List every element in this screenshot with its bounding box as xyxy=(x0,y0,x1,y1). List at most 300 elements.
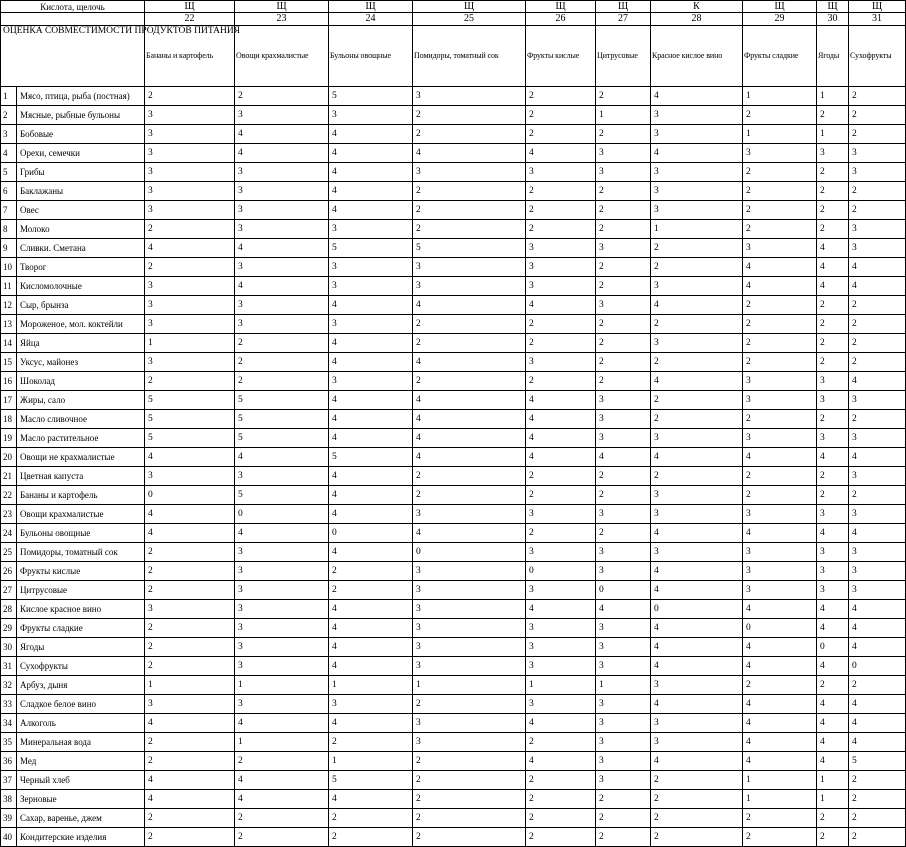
row-number: 9 xyxy=(1,239,17,258)
score-cell: 2 xyxy=(596,315,651,334)
score-cell: 2 xyxy=(235,353,329,372)
column-type: Щ xyxy=(849,1,906,13)
score-cell: 2 xyxy=(651,790,743,809)
score-cell: 2 xyxy=(526,334,596,353)
score-cell: 2 xyxy=(743,676,817,695)
score-cell: 2 xyxy=(849,315,906,334)
row-number: 6 xyxy=(1,182,17,201)
score-cell: 2 xyxy=(413,809,526,828)
score-cell: 3 xyxy=(596,619,651,638)
score-cell: 4 xyxy=(329,714,413,733)
score-cell: 4 xyxy=(329,505,413,524)
score-cell: 4 xyxy=(329,125,413,144)
score-cell: 2 xyxy=(596,258,651,277)
score-cell: 3 xyxy=(526,163,596,182)
table-row xyxy=(1,543,906,562)
score-cell: 2 xyxy=(596,467,651,486)
table-row xyxy=(1,714,906,733)
table-row xyxy=(1,334,906,353)
score-cell: 2 xyxy=(596,201,651,220)
table-row xyxy=(1,581,906,600)
score-cell: 2 xyxy=(526,486,596,505)
score-cell: 2 xyxy=(413,334,526,353)
score-cell: 4 xyxy=(329,353,413,372)
score-cell: 4 xyxy=(329,467,413,486)
score-cell: 5 xyxy=(413,239,526,258)
score-cell: 5 xyxy=(329,87,413,106)
score-cell: 4 xyxy=(235,448,329,467)
table-row xyxy=(1,220,906,239)
score-cell: 4 xyxy=(651,562,743,581)
score-cell: 2 xyxy=(743,296,817,315)
score-cell: 3 xyxy=(849,467,906,486)
score-cell: 2 xyxy=(235,87,329,106)
score-cell: 3 xyxy=(596,410,651,429)
score-cell: 3 xyxy=(849,163,906,182)
row-product-name: Грибы xyxy=(17,163,145,182)
row-number: 35 xyxy=(1,733,17,752)
score-cell: 2 xyxy=(817,410,849,429)
assessment-title: ОЦЕНКА СОВМЕСТИМОСТИ ПРОДУКТОВ ПИТАНИЯ xyxy=(1,26,145,87)
row-number: 4 xyxy=(1,144,17,163)
score-cell: 4 xyxy=(145,790,235,809)
row-number: 1 xyxy=(1,87,17,106)
score-cell: 2 xyxy=(817,486,849,505)
score-cell: 2 xyxy=(743,315,817,334)
row-number: 32 xyxy=(1,676,17,695)
score-cell: 4 xyxy=(329,182,413,201)
score-cell: 2 xyxy=(817,201,849,220)
score-cell: 2 xyxy=(849,353,906,372)
score-cell: 3 xyxy=(526,277,596,296)
score-cell: 3 xyxy=(849,220,906,239)
score-cell: 2 xyxy=(743,163,817,182)
score-cell: 5 xyxy=(145,429,235,448)
table-row xyxy=(1,676,906,695)
score-cell: 4 xyxy=(329,638,413,657)
score-cell: 2 xyxy=(526,315,596,334)
score-cell: 2 xyxy=(235,809,329,828)
score-cell: 3 xyxy=(651,429,743,448)
score-cell: 3 xyxy=(849,144,906,163)
score-cell: 3 xyxy=(413,733,526,752)
score-cell: 4 xyxy=(329,296,413,315)
table-row xyxy=(1,486,906,505)
score-cell: 2 xyxy=(743,201,817,220)
row-number: 21 xyxy=(1,467,17,486)
score-cell: 4 xyxy=(651,296,743,315)
score-cell: 4 xyxy=(329,543,413,562)
score-cell: 3 xyxy=(651,125,743,144)
score-cell: 4 xyxy=(329,334,413,353)
score-cell: 2 xyxy=(743,220,817,239)
column-code: 23 xyxy=(235,13,329,26)
table-row xyxy=(1,695,906,714)
score-cell: 3 xyxy=(235,695,329,714)
table-row xyxy=(1,638,906,657)
score-cell: 4 xyxy=(817,657,849,676)
score-cell: 3 xyxy=(235,619,329,638)
score-cell: 2 xyxy=(743,467,817,486)
score-cell: 3 xyxy=(651,182,743,201)
score-cell: 2 xyxy=(145,657,235,676)
column-code: 28 xyxy=(651,13,743,26)
score-cell: 0 xyxy=(743,619,817,638)
score-cell: 1 xyxy=(817,790,849,809)
score-cell: 3 xyxy=(596,144,651,163)
score-cell: 4 xyxy=(817,695,849,714)
score-cell: 3 xyxy=(526,657,596,676)
column-name: Помидоры, томатный сок xyxy=(413,26,526,87)
score-cell: 2 xyxy=(849,676,906,695)
score-cell: 4 xyxy=(145,448,235,467)
score-cell: 4 xyxy=(743,657,817,676)
score-cell: 3 xyxy=(849,429,906,448)
row-product-name: Фрукты кислые xyxy=(17,562,145,581)
score-cell: 3 xyxy=(413,163,526,182)
score-cell: 0 xyxy=(849,657,906,676)
score-cell: 2 xyxy=(817,467,849,486)
row-number: 29 xyxy=(1,619,17,638)
score-cell: 3 xyxy=(329,258,413,277)
column-name: Фрукты сладкие xyxy=(743,26,817,87)
score-cell: 2 xyxy=(743,486,817,505)
score-cell: 3 xyxy=(743,239,817,258)
row-product-name: Бобовые xyxy=(17,125,145,144)
row-number: 36 xyxy=(1,752,17,771)
row-product-name: Бульоны овощные xyxy=(17,524,145,543)
row-number: 7 xyxy=(1,201,17,220)
score-cell: 4 xyxy=(235,144,329,163)
score-cell: 1 xyxy=(743,87,817,106)
table-row xyxy=(1,619,906,638)
score-cell: 4 xyxy=(235,714,329,733)
score-cell: 4 xyxy=(743,638,817,657)
score-cell: 2 xyxy=(596,182,651,201)
score-cell: 3 xyxy=(743,144,817,163)
score-cell: 3 xyxy=(413,619,526,638)
row-product-name: Сухофрукты xyxy=(17,657,145,676)
column-name: Сухофрукты xyxy=(849,26,906,87)
row-product-name: Кисломолочные xyxy=(17,277,145,296)
column-type: К xyxy=(651,1,743,13)
row-number: 2 xyxy=(1,106,17,125)
score-cell: 4 xyxy=(849,524,906,543)
score-cell: 3 xyxy=(526,543,596,562)
row-product-name: Фрукты сладкие xyxy=(17,619,145,638)
score-cell: 4 xyxy=(849,619,906,638)
row-product-name: Овощи крахмалистые xyxy=(17,505,145,524)
score-cell: 3 xyxy=(235,201,329,220)
row-product-name: Масло растительное xyxy=(17,429,145,448)
column-code: 27 xyxy=(596,13,651,26)
table-row xyxy=(1,144,906,163)
score-cell: 4 xyxy=(145,505,235,524)
score-cell: 5 xyxy=(329,448,413,467)
score-cell: 3 xyxy=(743,429,817,448)
score-cell: 4 xyxy=(413,410,526,429)
score-cell: 1 xyxy=(145,676,235,695)
score-cell: 2 xyxy=(145,619,235,638)
score-cell: 3 xyxy=(651,714,743,733)
row-product-name: Зерновые xyxy=(17,790,145,809)
score-cell: 3 xyxy=(651,505,743,524)
score-cell: 4 xyxy=(651,87,743,106)
score-cell: 2 xyxy=(329,733,413,752)
score-cell: 2 xyxy=(651,315,743,334)
score-cell: 4 xyxy=(817,714,849,733)
score-cell: 3 xyxy=(849,505,906,524)
score-cell: 1 xyxy=(817,125,849,144)
score-cell: 4 xyxy=(651,144,743,163)
score-cell: 2 xyxy=(145,752,235,771)
score-cell: 2 xyxy=(413,828,526,847)
score-cell: 3 xyxy=(329,372,413,391)
table-row xyxy=(1,353,906,372)
row-number: 25 xyxy=(1,543,17,562)
score-cell: 4 xyxy=(849,372,906,391)
score-cell: 3 xyxy=(651,277,743,296)
score-cell: 1 xyxy=(596,676,651,695)
row-number: 12 xyxy=(1,296,17,315)
column-type: Щ xyxy=(235,1,329,13)
score-cell: 3 xyxy=(413,277,526,296)
column-type: Щ xyxy=(817,1,849,13)
row-product-name: Мороженое, мол. коктейли xyxy=(17,315,145,334)
score-cell: 0 xyxy=(651,600,743,619)
table-row xyxy=(1,163,906,182)
score-cell: 2 xyxy=(596,353,651,372)
row-number: 23 xyxy=(1,505,17,524)
score-cell: 3 xyxy=(235,315,329,334)
row-number: 10 xyxy=(1,258,17,277)
table-row xyxy=(1,315,906,334)
score-cell: 2 xyxy=(145,828,235,847)
score-cell: 4 xyxy=(235,524,329,543)
score-cell: 4 xyxy=(596,448,651,467)
score-cell: 2 xyxy=(526,790,596,809)
score-cell: 2 xyxy=(526,372,596,391)
score-cell: 3 xyxy=(526,505,596,524)
row-number: 40 xyxy=(1,828,17,847)
score-cell: 1 xyxy=(743,790,817,809)
score-cell: 2 xyxy=(743,334,817,353)
row-product-name: Яйца xyxy=(17,334,145,353)
score-cell: 3 xyxy=(743,391,817,410)
score-cell: 3 xyxy=(526,638,596,657)
score-cell: 4 xyxy=(743,600,817,619)
score-cell: 3 xyxy=(145,695,235,714)
row-product-name: Творог xyxy=(17,258,145,277)
row-number: 13 xyxy=(1,315,17,334)
table-row xyxy=(1,410,906,429)
score-cell: 5 xyxy=(329,239,413,258)
score-cell: 4 xyxy=(235,125,329,144)
score-cell: 2 xyxy=(817,163,849,182)
score-cell: 4 xyxy=(849,600,906,619)
score-cell: 3 xyxy=(329,277,413,296)
score-cell: 2 xyxy=(651,410,743,429)
score-cell: 2 xyxy=(849,87,906,106)
row-product-name: Арбуз, дыня xyxy=(17,676,145,695)
score-cell: 5 xyxy=(329,771,413,790)
score-cell: 4 xyxy=(817,524,849,543)
score-cell: 3 xyxy=(329,220,413,239)
score-cell: 3 xyxy=(413,505,526,524)
column-name: Бульоны овощные xyxy=(329,26,413,87)
score-cell: 4 xyxy=(329,163,413,182)
row-product-name: Молоко xyxy=(17,220,145,239)
score-cell: 3 xyxy=(596,657,651,676)
score-cell: 4 xyxy=(526,752,596,771)
score-cell: 3 xyxy=(817,429,849,448)
score-cell: 3 xyxy=(849,581,906,600)
score-cell: 4 xyxy=(329,144,413,163)
score-cell: 3 xyxy=(413,87,526,106)
score-cell: 2 xyxy=(596,277,651,296)
score-cell: 2 xyxy=(145,372,235,391)
table-row xyxy=(1,277,906,296)
score-cell: 4 xyxy=(651,448,743,467)
row-number: 5 xyxy=(1,163,17,182)
score-cell: 4 xyxy=(651,581,743,600)
score-cell: 2 xyxy=(145,733,235,752)
score-cell: 3 xyxy=(526,258,596,277)
row-product-name: Помидоры, томатный сок xyxy=(17,543,145,562)
score-cell: 4 xyxy=(413,391,526,410)
row-product-name: Сладкое белое вино xyxy=(17,695,145,714)
table-row xyxy=(1,733,906,752)
score-cell: 2 xyxy=(596,87,651,106)
score-cell: 3 xyxy=(817,144,849,163)
score-cell: 2 xyxy=(849,828,906,847)
score-cell: 3 xyxy=(596,695,651,714)
score-cell: 2 xyxy=(413,106,526,125)
score-cell: 2 xyxy=(596,125,651,144)
row-number: 14 xyxy=(1,334,17,353)
score-cell: 2 xyxy=(526,220,596,239)
score-cell: 2 xyxy=(235,752,329,771)
score-cell: 3 xyxy=(596,391,651,410)
score-cell: 3 xyxy=(596,543,651,562)
score-cell: 2 xyxy=(145,543,235,562)
row-number: 39 xyxy=(1,809,17,828)
score-cell: 4 xyxy=(743,733,817,752)
score-cell: 2 xyxy=(596,372,651,391)
score-cell: 3 xyxy=(235,258,329,277)
score-cell: 4 xyxy=(743,524,817,543)
score-cell: 3 xyxy=(235,657,329,676)
score-cell: 2 xyxy=(235,334,329,353)
score-cell: 1 xyxy=(526,676,596,695)
row-product-name: Уксус, майонез xyxy=(17,353,145,372)
score-cell: 2 xyxy=(849,410,906,429)
score-cell: 2 xyxy=(651,828,743,847)
row-number: 37 xyxy=(1,771,17,790)
score-cell: 5 xyxy=(235,410,329,429)
table-row xyxy=(1,467,906,486)
score-cell: 3 xyxy=(817,372,849,391)
score-cell: 2 xyxy=(145,581,235,600)
score-cell: 4 xyxy=(849,258,906,277)
score-cell: 2 xyxy=(526,125,596,144)
score-cell: 3 xyxy=(743,543,817,562)
score-cell: 4 xyxy=(235,277,329,296)
score-cell: 3 xyxy=(651,486,743,505)
score-cell: 2 xyxy=(526,182,596,201)
score-cell: 2 xyxy=(817,296,849,315)
score-cell: 4 xyxy=(743,695,817,714)
score-cell: 2 xyxy=(526,809,596,828)
score-cell: 2 xyxy=(145,258,235,277)
score-cell: 0 xyxy=(596,581,651,600)
score-cell: 3 xyxy=(596,771,651,790)
score-cell: 4 xyxy=(329,619,413,638)
score-cell: 0 xyxy=(145,486,235,505)
table-row xyxy=(1,201,906,220)
score-cell: 3 xyxy=(596,163,651,182)
score-cell: 2 xyxy=(849,334,906,353)
score-cell: 2 xyxy=(596,809,651,828)
row-number: 31 xyxy=(1,657,17,676)
row-number: 18 xyxy=(1,410,17,429)
score-cell: 2 xyxy=(413,752,526,771)
score-cell: 4 xyxy=(329,657,413,676)
table-row xyxy=(1,562,906,581)
score-cell: 3 xyxy=(235,600,329,619)
score-cell: 3 xyxy=(413,562,526,581)
score-cell: 2 xyxy=(413,125,526,144)
score-cell: 4 xyxy=(743,714,817,733)
table-row xyxy=(1,258,906,277)
score-cell: 1 xyxy=(817,771,849,790)
score-cell: 4 xyxy=(526,429,596,448)
row-number: 28 xyxy=(1,600,17,619)
score-cell: 3 xyxy=(235,467,329,486)
score-cell: 2 xyxy=(596,524,651,543)
table-row xyxy=(1,448,906,467)
score-cell: 3 xyxy=(235,163,329,182)
score-cell: 3 xyxy=(145,277,235,296)
table-row xyxy=(1,790,906,809)
row-product-name: Алкоголь xyxy=(17,714,145,733)
score-cell: 2 xyxy=(817,220,849,239)
score-cell: 4 xyxy=(329,790,413,809)
column-name: Фрукты кислые xyxy=(526,26,596,87)
score-cell: 3 xyxy=(235,562,329,581)
score-cell: 2 xyxy=(235,828,329,847)
score-cell: 4 xyxy=(651,695,743,714)
score-cell: 2 xyxy=(817,315,849,334)
score-cell: 3 xyxy=(526,581,596,600)
score-cell: 4 xyxy=(817,619,849,638)
score-cell: 4 xyxy=(849,277,906,296)
row-number: 11 xyxy=(1,277,17,296)
score-cell: 3 xyxy=(651,163,743,182)
row-number: 27 xyxy=(1,581,17,600)
score-cell: 3 xyxy=(235,543,329,562)
score-cell: 5 xyxy=(145,410,235,429)
row-number: 20 xyxy=(1,448,17,467)
score-cell: 2 xyxy=(145,638,235,657)
score-cell: 4 xyxy=(849,733,906,752)
score-cell: 0 xyxy=(526,562,596,581)
score-cell: 1 xyxy=(743,771,817,790)
score-cell: 2 xyxy=(526,106,596,125)
score-cell: 4 xyxy=(329,201,413,220)
score-cell: 2 xyxy=(413,467,526,486)
score-cell: 3 xyxy=(235,182,329,201)
